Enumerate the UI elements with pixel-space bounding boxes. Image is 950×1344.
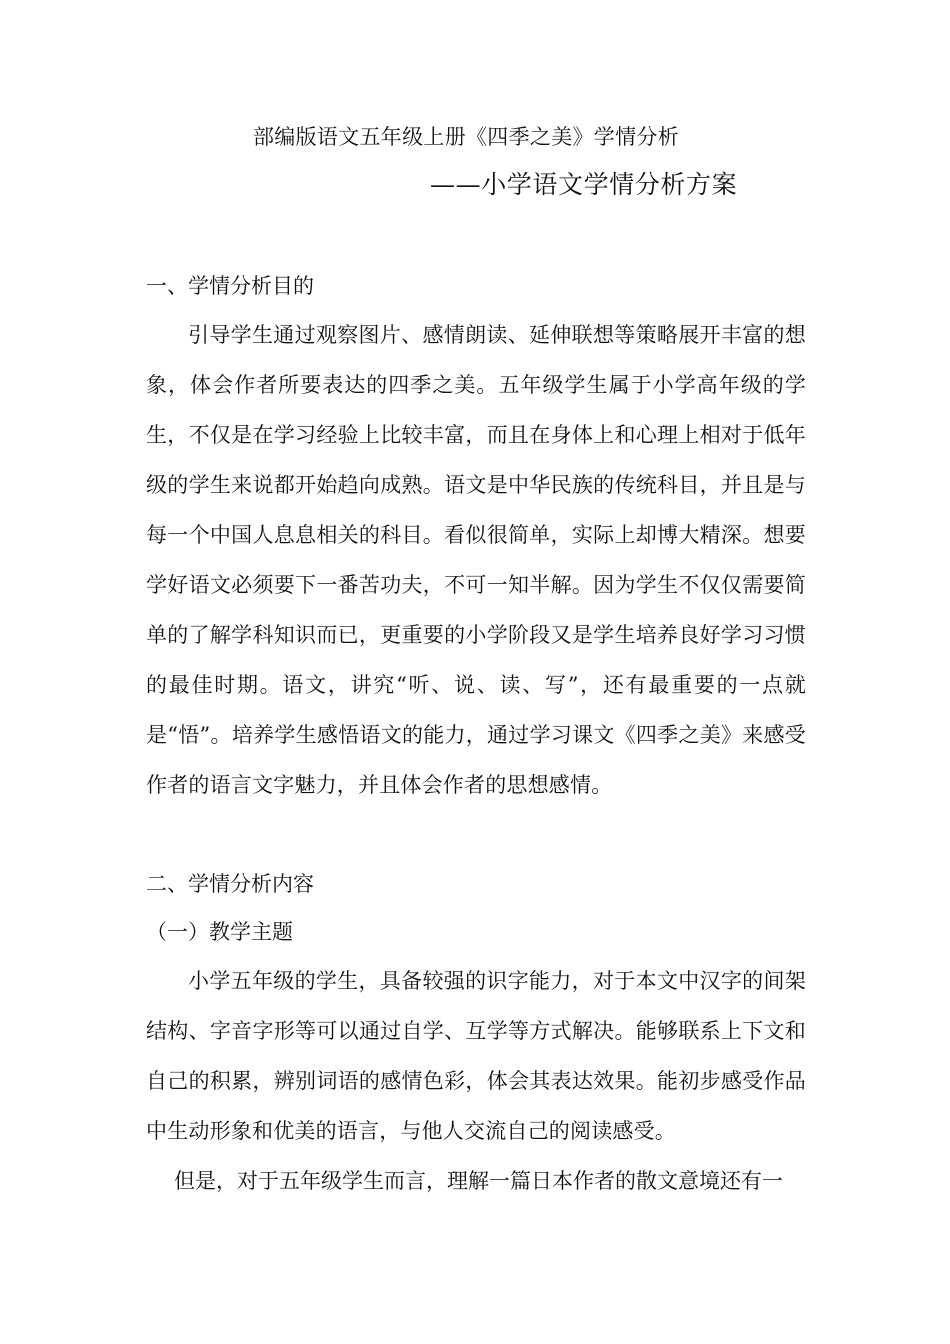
- section-1-paragraph: 引导学生通过观察图片、感情朗读、延伸联想等策略展开丰富的想象，体会作者所要表达的四季之美。五年级学生属于小学高年级的学生，不仅是在学习经验上比较丰富，而且在身体上和心理上相对于低年级的学生来说都开始趋向成熟。语文是中华民族的传统科目，并且是与每一个中国人息息相关的科目。看似很简单，实际上却博大精深。想要学好语文必须要下一番苦功夫，不可一知半解。因为学生不仅仅需要简单的了解学科知识而已，更重要的小学阶段又是学生培养良好学习习惯的最佳时期。语文，讲究“听、说、读、写”，还有最重要的一点就是“悟”。培养学生感悟语文的能力，通过学习课文《四季之美》来感受作者的语言文字魅力，并且体会作者的思想感情。: [146, 323, 806, 797]
- section-2-subheading: （一）教学主题: [146, 920, 293, 944]
- document-subtitle: ——小学语文学情分析方案: [430, 170, 738, 199]
- section-2-heading: 二、学情分析内容: [146, 872, 314, 896]
- document-title: 部编版语文五年级上册《四季之美》学情分析: [253, 125, 679, 149]
- section-2-paragraph-1: 小学五年级的学生，具备较强的识字能力，对于本文中汉字的间架结构、字音字形等可以通过自学、互学等方式解决。能够联系上下文和自己的积累，辨别词语的感情色彩，体会其表达效果。能初步感受作品中生动形象和优美的语言，与他人交流自己的阅读感受。: [146, 969, 806, 1143]
- section-2-paragraph-2: 但是，对于五年级学生而言，理解一篇日本作者的散文意境还有一: [174, 1169, 783, 1193]
- section-1-heading: 一、学情分析目的: [146, 274, 314, 298]
